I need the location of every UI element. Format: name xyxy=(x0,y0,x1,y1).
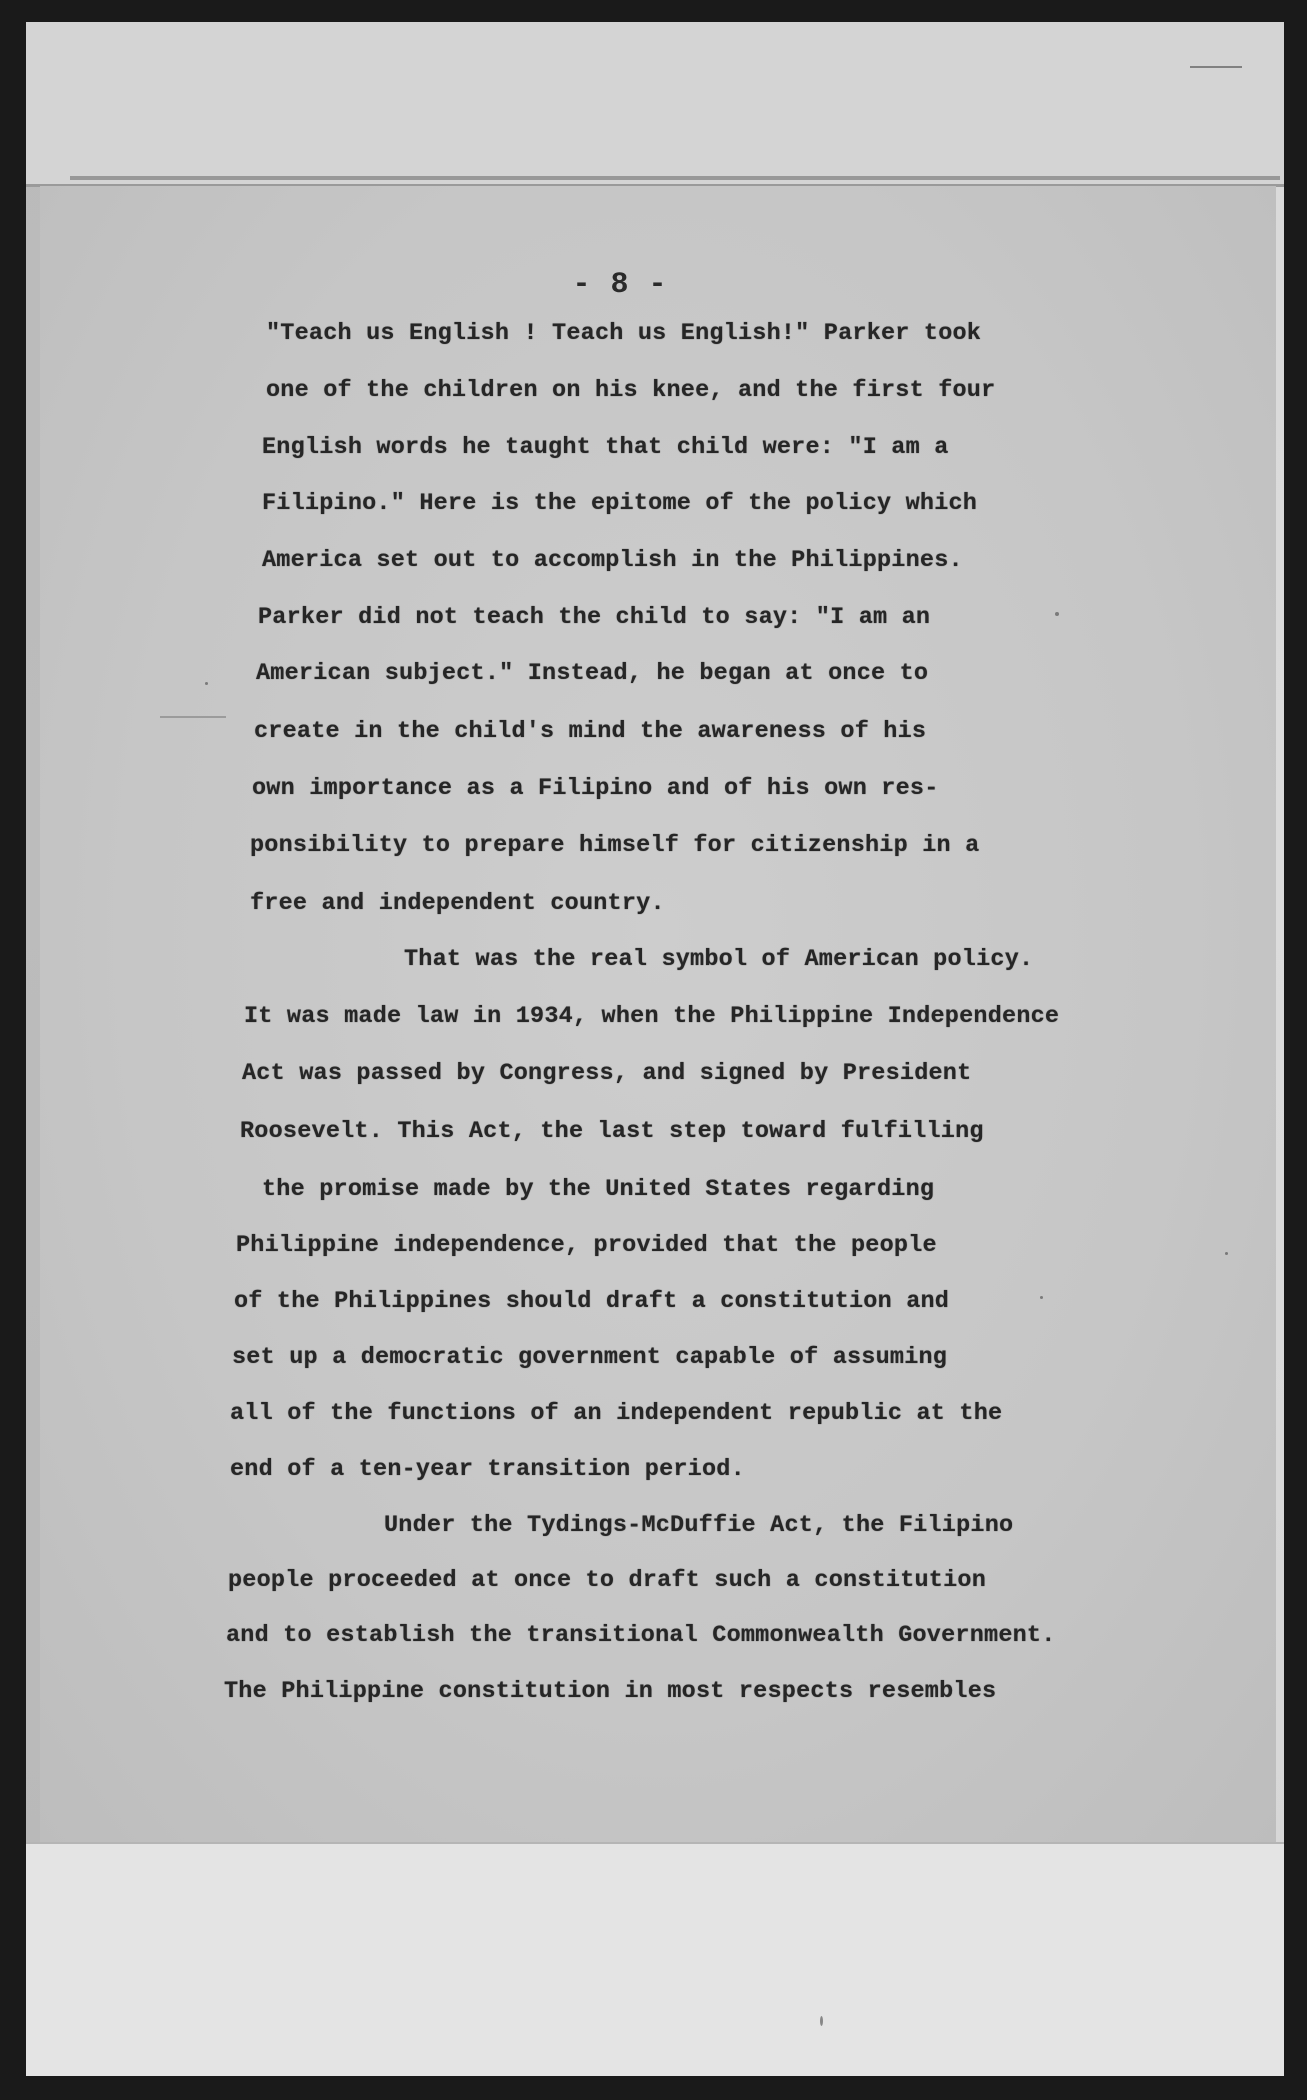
paper-speck xyxy=(1225,1252,1228,1255)
text-line: America set out to accomplish in the Philippines. xyxy=(262,547,963,574)
text-line: American subject." Instead, he began at once to xyxy=(256,660,929,687)
text-line: It was made law in 1934, when the Philippine Independence xyxy=(244,1003,1060,1030)
paper-speck xyxy=(820,2016,823,2026)
text-line: "Teach us English ! Teach us English!" Parker took xyxy=(266,320,982,347)
paper-speck xyxy=(1055,612,1059,616)
text-line: Under the Tydings-McDuffie Act, the Filipino xyxy=(384,1512,1014,1539)
sheet-top-margin xyxy=(26,22,1284,187)
page-number: - 8 - xyxy=(572,268,668,302)
text-line: That was the real symbol of American policy. xyxy=(404,946,1034,973)
text-line: the promise made by the United States regarding xyxy=(262,1176,935,1203)
text-line: English words he taught that child were: "I am a xyxy=(262,434,949,461)
page-left-shadow xyxy=(26,186,40,1842)
text-line: free and independent country. xyxy=(250,890,665,917)
text-line: create in the child's mind the awareness of his xyxy=(254,718,927,745)
text-line: set up a democratic government capable of assuming xyxy=(232,1344,948,1371)
text-line: and to establish the transitional Commonwealth Government. xyxy=(226,1622,1056,1649)
text-line: end of a ten-year transition period. xyxy=(230,1456,745,1483)
page-fold-edge xyxy=(70,176,1280,180)
paper-speck xyxy=(205,682,208,685)
sheet-bottom-margin xyxy=(26,1842,1284,2076)
text-line: ponsibility to prepare himself for citizenship in a xyxy=(250,832,980,859)
text-line: Philippine independence, provided that the people xyxy=(236,1232,937,1259)
text-line: The Philippine constitution in most respects resembles xyxy=(224,1678,997,1705)
text-line: Filipino." Here is the epitome of the policy which xyxy=(262,490,978,517)
text-line: one of the children on his knee, and the first four xyxy=(266,377,996,404)
margin-mark xyxy=(1190,66,1242,68)
text-line: own importance as a Filipino and of his own res- xyxy=(252,775,939,802)
margin-mark xyxy=(160,716,226,718)
text-line: all of the functions of an independent republic at the xyxy=(230,1400,1003,1427)
text-line: people proceeded at once to draft such a constitution xyxy=(228,1567,987,1594)
text-line: of the Philippines should draft a constitution and xyxy=(234,1288,950,1315)
text-line: Roosevelt. This Act, the last step toward fulfilling xyxy=(240,1118,984,1145)
text-line: Parker did not teach the child to say: "I am an xyxy=(258,604,931,631)
paper-speck xyxy=(1040,1296,1043,1299)
text-line: Act was passed by Congress, and signed by President xyxy=(242,1060,972,1087)
